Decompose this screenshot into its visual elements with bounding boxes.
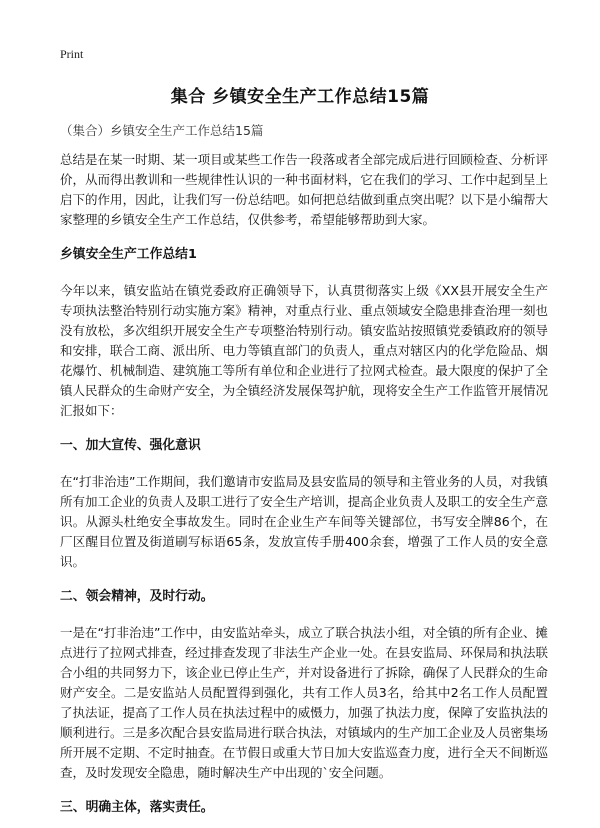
section-heading-2: 二、领会精神，及时行动。 [60, 589, 214, 604]
section-paragraph-2: 在“打非治违”工作期间，我们邀请市安监局及县安监局的领导和主管业务的人员，对我镇所有加工企业的负责人及职工进行了安全生产培训，提高企业负责人及职工的安全生产意识。从源头杜绝安全事故发生。同时在企业生产车间等关键部位，书写安全牌86个，在厂区醒目位置及街道刷写标语65条，发放宣传手册400余套，增强了工作人员的安全意识。 [60, 474, 548, 569]
document-body [60, 150, 548, 828]
document-subtitle: （集合）乡镇安全生产工作总结15篇 [60, 123, 264, 138]
section-paragraph-3: 一是在“打非治违”工作中，由安监站牵头，成立了联合执法小组，对全镇的所有企业、摊点进行了拉网式排查，经过排查发现了非法生产企业一处。在县安监局、环保局和执法联合小组的共同努力下，该企业已停止生产，并对设备进行了拆除，确保了人民群众的生命财产安全。二是安监站人员配置得到强化，共有工作人员3名，给其中2名工作人员配置了执法证，提高了工作人员在执法过程中的威慑力，加强了执法力度，保障了安监执法的顺利进行。三是多次配合县安监局进行联合执法，对镇域内的生产加工企业及人员密集场所开展不定期、不定时抽查。在节假日或重大节日加大安监巡查力度，进行全天不间断巡查，及时发现安全隐患，随时解决生产中出现的`安全问题。 [60, 625, 548, 780]
section-heading-3: 三、明确主体，落实责任。 [60, 800, 214, 815]
section-heading-1: 一、加大宣传、强化意识 [60, 438, 201, 453]
document-title: 集合 乡镇安全生产工作总结15篇 [170, 87, 430, 107]
intro-paragraph: 总结是在某一时期、某一项目或某些工作告一段落或者全部完成后进行回顾检查、分析评价，从而得出教训和一些规律性认识的一种书面材料，它在我们的学习、工作中起到呈上启下的作用，因此，让我们写一份总结吧。如何把总结做到重点突出呢？以下是小编帮大家整理的乡镇安全生产工作总结，仅供参考，希望能够帮助到大家。 [60, 152, 548, 227]
section-title: 乡镇安全生产工作总结1 [60, 247, 197, 262]
section-paragraph-1: 今年以来，镇安监站在镇党委政府正确领导下，认真贯彻落实上级《XX县开展安全生产专项执法整治特别行动实施方案》精神，对重点行业、重点领域安全隐患排查治理一刻也没有放松，多次组织开展安全生产专项整治特别行动。镇安监站按照镇党委镇政府的领导和安排，联合工商、派出所、电力等镇直部门的负责人，重点对辖区内的化学危险品、烟花爆竹、机械制造、建筑施工等所有单位和企业进行了拉网式检查。最大限度的保护了全镇人民群众的生命财产安全，为全镇经济发展保驾护航，现将安全生产工作监管开展情况汇报如下： [60, 283, 548, 418]
print-link[interactable]: Print [60, 47, 84, 61]
